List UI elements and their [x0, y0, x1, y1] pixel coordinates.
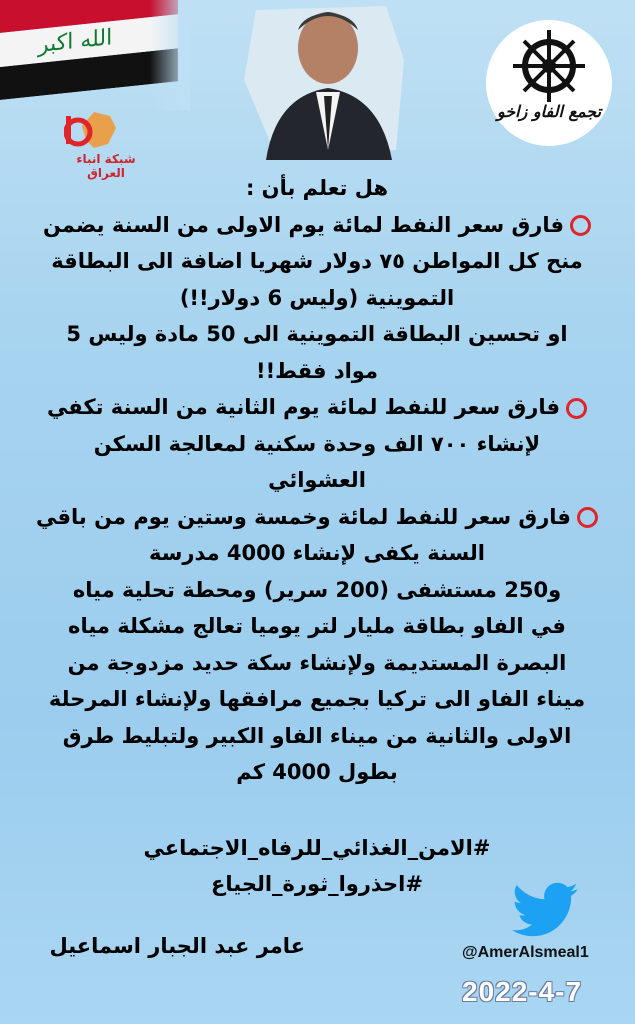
author-signature: عامر عبد الجبار اسماعيل: [49, 934, 305, 958]
ship-wheel-icon: [486, 20, 612, 146]
logo-text: شبكة انباء العراق: [76, 152, 136, 180]
twitter-bird-icon: [512, 882, 578, 938]
portrait-image: [236, 0, 416, 160]
news-network-logo: [56, 106, 146, 180]
flag-inscription: الله اكبر: [38, 25, 113, 59]
main-text: هل تعلم بأن : فارق سعر النفط لمائة يوم الاولى من السنة يضمن منح كل المواطن ٧٥ دولار شهريا اضافة الى البطاقة التموينية (وليس 6 دولار!!) او تحسين البطاقة التموينية الى 50 مادة وليس 5 مواد فقط!! فارق سعر للنفط لمائة يوم الثانية من السنة تكفي لإنشاء ٧٠٠ الف وحدة سكنية لمعالجة السكن العشوائي فارق سعر للنفط لمائة وخمسة وستين يوم من باقي السنة يكفى لإنشاء 4000 مدرسة و250 مستشفى (200 سرير) ومحطة تحلية مياه في الفاو بطاقة مليار لتر يوميا تعالج مشكلة مياه البصرة المستديمة ولإنشاء سكة حديد مزدوجة من ميناء الفاو الى تركيا بجميع مرافقها ولإنشاء المرحلة الاولى والثانية من ميناء الفاو الكبير ولتبليط طرق بطول 4000 كم: [14, 170, 620, 791]
red-circle-icon: [577, 507, 598, 528]
hashtag[interactable]: #الامن_الغذائي_للرفاه_الاجتماعي: [143, 836, 491, 860]
list-item: فارق سعر للنفط لمائة يوم الثانية من السنة تكفي: [14, 389, 620, 426]
red-circle-icon: [570, 215, 591, 236]
hashtag[interactable]: #احذروا_ثورة_الجياع: [211, 872, 423, 896]
post-date: 2022-4-7: [462, 976, 583, 1007]
iraq-map-logo-icon: [64, 108, 124, 152]
list-item: فارق سعر النفط لمائة يوم الاولى من السنة يضمن: [14, 207, 620, 244]
twitter-handle[interactable]: @AmerAlsmeal1: [462, 944, 589, 961]
list-item: فارق سعر للنفط لمائة وخمسة وستين يوم من باقي: [14, 499, 620, 536]
emblem-badge: [486, 20, 612, 146]
intro-line: هل تعلم بأن :: [245, 176, 389, 200]
red-circle-icon: [566, 398, 587, 419]
emblem-text: تجمع الفاو زاخو: [496, 102, 602, 121]
